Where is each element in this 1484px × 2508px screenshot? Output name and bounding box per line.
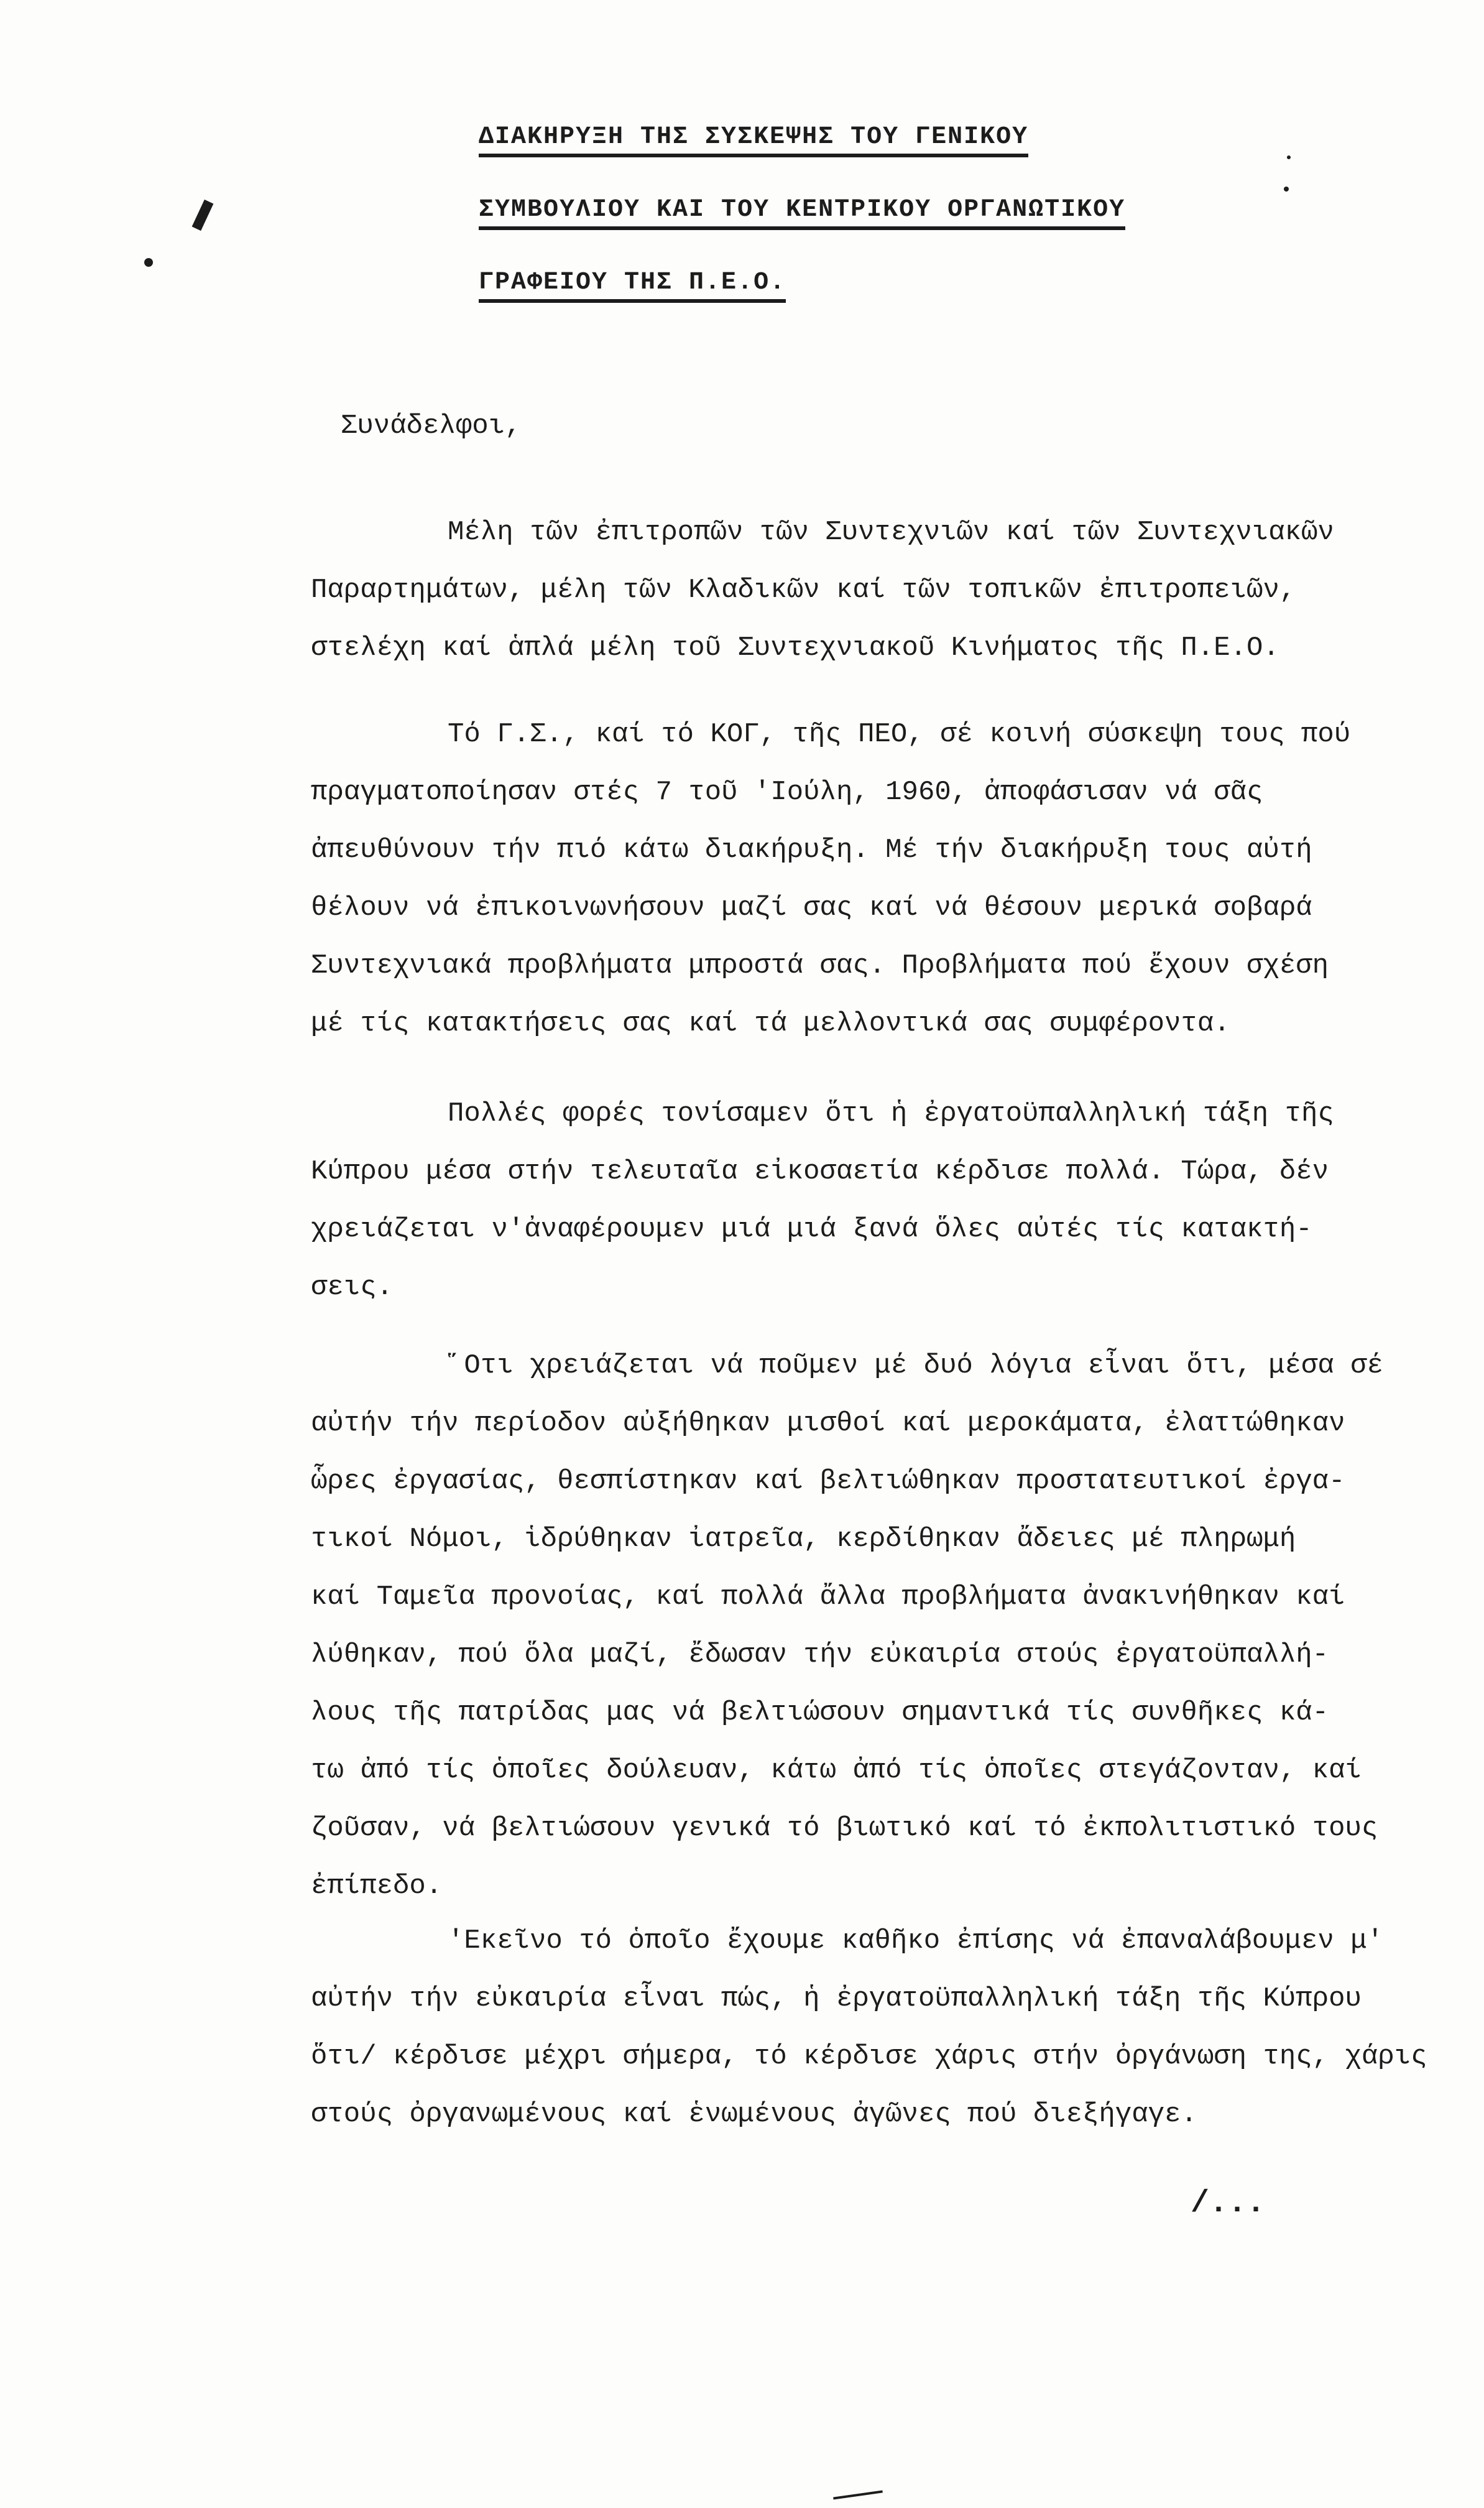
paragraph-line: ἀπευθύνουν τήν πιό κάτω διακήρυξη. Μέ τήν διακήρυξη τους αὐτή xyxy=(311,835,1312,866)
paragraph-line: ἐπίπεδο. xyxy=(311,1871,443,1902)
paragraph-2 xyxy=(311,706,1368,1053)
paragraph-line: καί Ταμεῖα προνοίας, καί πολλά ἄλλα προβλήματα ἀνακινήθηκαν καί xyxy=(311,1581,1345,1613)
paragraph-line: Παραρτημάτων, μέλη τῶν Κλαδικῶν καί τῶν τοπικῶν ἐπιτροπειῶν, xyxy=(311,575,1296,606)
scan-speck xyxy=(833,2490,883,2499)
paragraph-line: πραγματοποίησαν στές 7 τοῦ 'Ιούλη, 1960, ἀποφάσισαν νά σᾶς xyxy=(311,777,1263,808)
paragraph-line: σεις. xyxy=(311,1272,394,1303)
paragraph-line: Συντεχνιακά προβλήματα μπροστά σας. Προβλήματα πού ἔχουν σχέση xyxy=(311,950,1329,981)
paragraph-line: ῞Οτι χρειάζεται νά ποῦμεν μέ δυό λόγια εἶναι ὅτι, μέσα σέ xyxy=(448,1350,1384,1381)
paragraph-line: στελέχη καί ἁπλά μέλη τοῦ Συντεχνιακοῦ Κινήματος τῆς Π.Ε.Ο. xyxy=(311,632,1279,664)
paragraph-line: λύθηκαν, πού ὅλα μαζί, ἔδωσαν τήν εὐκαιρία στούς ἐργατοϋπαλλή- xyxy=(311,1639,1329,1670)
title-line-1: ΔΙΑΚΗΡΥΞΗ ΤΗΣ ΣΥΣΚΕΨΗΣ ΤΟΥ ΓΕΝΙΚΟΥ xyxy=(479,123,1028,157)
scan-speck xyxy=(1284,187,1289,192)
paragraph-line: μέ τίς κατακτήσεις σας καί τά μελλοντικά σας συμφέροντα. xyxy=(311,1008,1230,1039)
title-line-2: ΣΥΜΒΟΥΛΙΟΥ ΚΑΙ ΤΟΥ ΚΕΝΤΡΙΚΟΥ ΟΡΓΑΝΩΤΙΚΟΥ xyxy=(479,196,1125,230)
paragraph-line: Πολλές φορές τονίσαμεν ὅτι ἡ ἐργατοϋπαλληλική τάξη τῆς xyxy=(448,1098,1334,1129)
scan-speck xyxy=(144,258,153,267)
paragraph-line: ὧρες ἐργασίας, θεσπίστηκαν καί βελτιώθηκαν προστατευτικοί ἐργα- xyxy=(311,1466,1345,1497)
paragraph-line: στούς ὀργανωμένους καί ἑνωμένους ἀγῶνες πού διεξήγαγε. xyxy=(311,2099,1197,2130)
page-continuation-mark: /... xyxy=(1191,2186,1266,2221)
scan-speck xyxy=(192,200,214,231)
paragraph-line: Μέλη τῶν ἐπιτροπῶν τῶν Συντεχνιῶν καί τῶν Συντεχνιακῶν xyxy=(448,517,1334,548)
paragraph-line: λους τῆς πατρίδας μας νά βελτιώσουν σημαντικά τίς συνθῆκες κά- xyxy=(311,1697,1329,1728)
title-line-3: ΓΡΑΦΕΙΟΥ ΤΗΣ Π.Ε.Ο. xyxy=(479,269,786,303)
salutation: Συνάδελφοι, xyxy=(341,410,522,442)
paragraph-line: χρειάζεται ν'ἀναφέρουμεν μιά μιά ξανά ὅλες αὐτές τίς κατακτή- xyxy=(311,1214,1312,1245)
paragraph-5 xyxy=(311,1912,1427,2144)
paragraph-line: ὅτι/ κέρδισε μέχρι σήμερα, τό κέρδισε χάρις στήν ὀργάνωση της, χάρις xyxy=(311,2041,1427,2072)
paragraph-1 xyxy=(311,504,1368,677)
paragraph-line: τω ἀπό τίς ὁποῖες δούλευαν, κάτω ἀπό τίς ὁποῖες στεγάζονταν, καί xyxy=(311,1755,1362,1786)
paragraph-line: 'Εκεῖνο τό ὁποῖο ἔχουμε καθῆκο ἐπίσης νά ἐπαναλάβουμεν μ' xyxy=(448,1925,1384,1956)
scan-speck xyxy=(1287,155,1291,159)
paragraph-line: τικοί Νόμοι, ἱδρύθηκαν ἰατρεῖα, κερδίθηκαν ἄδειες μέ πληρωμή xyxy=(311,1524,1296,1555)
paragraph-line: θέλουν νά ἐπικοινωνήσουν μαζί σας καί νά θέσουν μερικά σοβαρά xyxy=(311,892,1312,923)
paragraph-line: αὐτήν τήν περίοδον αὐξήθηκαν μισθοί καί μεροκάματα, ἐλαττώθηκαν xyxy=(311,1408,1345,1439)
paragraph-line: Κύπρου μέσα στήν τελευταῖα εἰκοσαετία κέρδισε πολλά. Τώρα, δέν xyxy=(311,1156,1329,1187)
paragraph-line: αὐτήν τήν εὐκαιρία εἶναι πώς, ἡ ἐργατοϋπαλληλική τάξη τῆς Κύπρου xyxy=(311,1983,1362,2014)
paragraph-line: Τό Γ.Σ., καί τό ΚΟΓ, τῆς ΠΕΟ, σέ κοινή σύσκεψη τους πού xyxy=(448,719,1351,750)
paragraph-3 xyxy=(311,1085,1368,1316)
paragraph-4 xyxy=(311,1337,1384,1915)
paragraph-line: ζοῦσαν, νά βελτιώσουν γενικά τό βιωτικό καί τό ἐκπολιτιστικό τους xyxy=(311,1813,1378,1844)
